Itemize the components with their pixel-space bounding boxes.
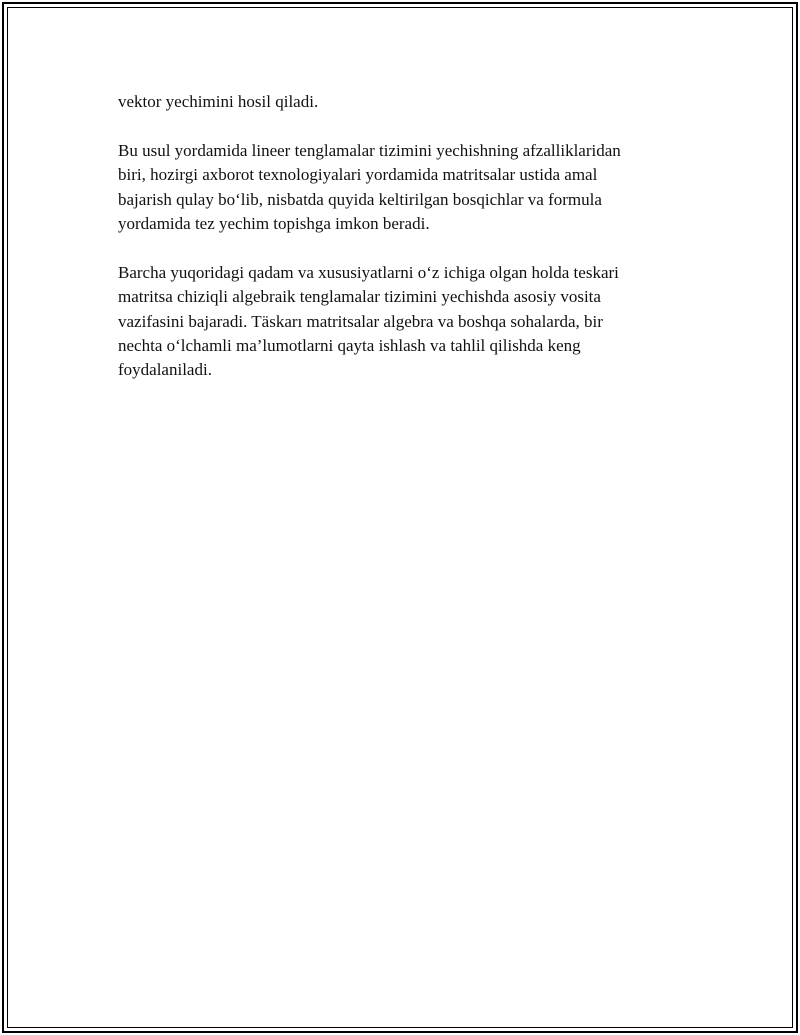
paragraph-1: vektor yechimini hosil qiladi.: [118, 92, 319, 111]
paragraph-3: Barcha yuqoridagi qadam va xususiyatlarni o‘z ichiga olgan holda teskari matritsa chiziqli algebraik tenglamalar tizimini yechishda asosiy vosita vazifasini bajaradi. Täskarı matritsalar algebra va boshqa sohalarda, bir nechta o‘lchamli ma’lumotlarni qayta ishlash va tahlil qilishda keng foydalaniladi.: [118, 262, 619, 380]
document-body: [118, 90, 678, 407]
paragraph-2: Bu usul yordamida lineer tenglamalar tizimini yechishning afzalliklaridan biri, hozirgi axborot texnologiyalari yordamida matritsalar ustida amal bajarish qulay bo‘lib, nisbatda quyida keltirilgan bosqichlar va formula yordamida tez yechim topishga imkon beradi.: [118, 140, 621, 234]
